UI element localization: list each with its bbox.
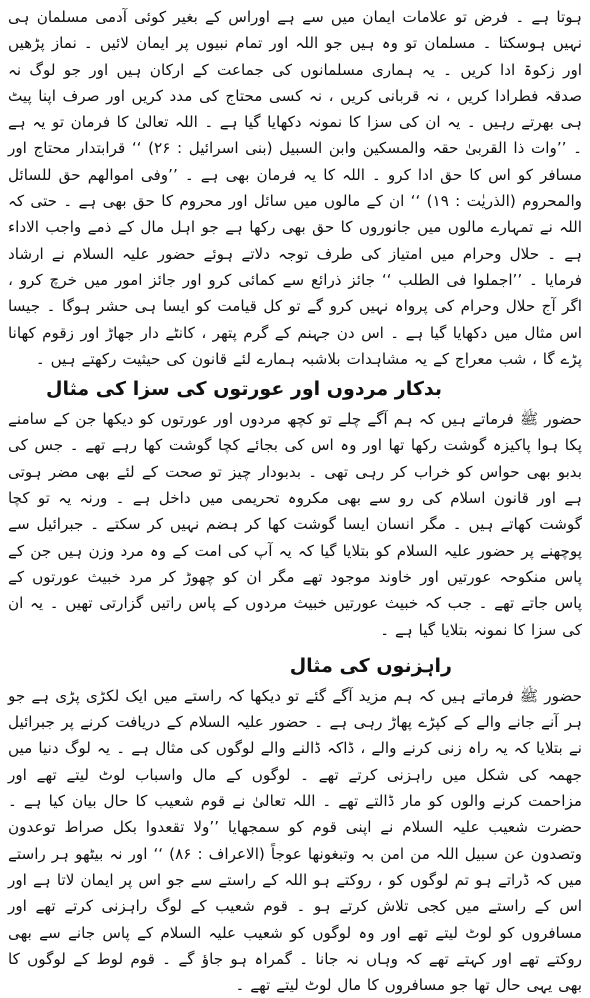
section-heading-adulterers: بدکار مردوں اور عورتوں کی سزا کی مثال xyxy=(46,378,442,401)
section-heading-robbers: راہزنوں کی مثال xyxy=(289,654,452,677)
paragraph-2: حضور ﷺ فرماتے ہیں کہ ہم آگے چلے تو کچھ مردوں اور عورتوں کو دیکھا جن کے سامنے پکا ہوا پاکیزہ گوشت رکھا تھا اور وہ اس کی بجائے کچا گوشت کھا رہے تھے ۔ جس کی بدبو بھی حواس کو خراب کر رہی تھی ۔ بدبودار چیز تو صحت کے لئے بھی مضر ہوتی ہے اور قانون اسلام کی رو سے بھی مکروہ تحریمی میں داخل ہے ۔ ورنہ یہ تو کچا گوشت کھاتے ہیں ۔ مگر انسان ایسا گوشت کھا کر ہضم نہیں کر سکتے ۔ جبرائیل سے پوچھنے پر حضور علیہ السلام کو بتلایا گیا کہ یہ آپ کی امت کے وہ مرد وزن ہیں جن کے پاس منکوحہ عورتیں اور خاوند موجود تھے مگر ان کو چھوڑ کر مرد خبیث عورتوں کے پاس جاتے تھے ۔ جب کہ خبیث عورتیں خبیث مردوں کے پاس راتیں گزارتی تھیں ۔ یہ ان کی سزا کا نمونہ بتلایا گیا ہے ۔ xyxy=(8,410,582,639)
document-page xyxy=(8,4,583,995)
paragraph-1: ہوتا ہے ۔ فرض تو علامات ایمان میں سے ہے اوراس کے بغیر کوئی آدمی مسلمان ہی نہیں ہوسکتا ۔ مسلمان تو وہ ہیں جو اللہ اور تمام نبیوں پر ایمان لائیں ۔ نماز پڑھیں اور زکوۃ ادا کریں ۔ یہ ہماری مسلمانوں کی جماعت کے ارکان ہیں اور جو لوگ نہ صدقہ فطرادا کریں ، نہ قربانی کریں ، نہ کسی محتاج کی مدد کریں اور صرف اپنا پیٹ ہی بھرتے رہیں ۔ یہ ان کی سزا کا نمونہ دکھایا گیا ہے ۔ اللہ تعالیٰ کا فرمان تو یہ ہے ۔ ’’وات ذا القربیٰ حقہ والمسکین وابن السبیل (بنی اسرائیل : ۲۶) ‘‘ قرابتدار محتاج اور مسافر کو اس کا حق ادا کرو ۔ اللہ کا یہ فرمان بھی ہے ۔ ’’وفی اموالھم حق للسائل والمحروم (الذریٰت : ۱۹) ‘‘ ان کے مالوں میں سائل اور محروم کا حق بھی ہے ۔ حتی کہ اللہ نے تمہارے مالوں میں جانوروں کا حق بھی رکھا ہے جو اہل مال کے ذمے واجب الاداء ہے ۔ حلال وحرام میں امتیاز کی طرف توجہ دلاتے ہوئے حضور علیہ السلام نے ارشاد فرمایا ۔ ’’اجملوا فی الطلب ‘‘ جائز ذرائع سے کمائی کرو اور جائز امور میں خرچ کرو ، اگر آج حلال وحرام کی پرواہ نہیں کرو گے تو کل قیامت کو ایسا ہی حشر ہوگا ۔ جیسا اس مثال میں دکھایا گیا ہے ۔ اس دن جہنم کے گرم پتھر ، کانٹے دار جھاڑ اور زقوم کھانا پڑے گا ، شب معراج کے یہ مشاہدات بلاشبہ ہمارے لئے قانون کی حیثیت رکھتے ہیں ۔ xyxy=(8,8,582,368)
paragraph-3: حضور ﷺ فرماتے ہیں کہ ہم مزید آگے گئے تو دیکھا کہ راستے میں ایک لکڑی پڑی ہے جو ہر آنے جانے والے کے کپڑے پھاڑ رہی ہے ۔ حضور علیہ السلام کے دریافت کرنے پر جبرائیل نے بتلایا کہ یہ راہ زنی کرنے والے ، ڈاکہ ڈالنے والے لوگوں کی مثال ہے ۔ یہ لوگ دنیا میں جھمہ کی شکل میں راہزنی کرتے تھے ۔ لوگوں کے مال واسباب لوٹ لیتے تھے اور مزاحمت کرنے والوں کو مار ڈالتے تھے ۔ اللہ تعالیٰ نے قوم شعیب کا حال بیان کیا ہے ۔ حضرت شعیب علیہ السلام نے اپنی قوم کو سمجھایا ’’ولا تقعدوا بکل صراط توعدون وتصدون عن سبیل اللہ من امن بہ وتبغونھا عوجاً (الاعراف : ۸۶) ‘‘ اور نہ بیٹھو ہر راستے میں کہ ڈراتے ہو تم لوگوں کو ، روکتے ہو اللہ کے راستے سے جو اس پر ایمان لاتا ہے اور اس کے راستے میں کجی تلاش کرتے ہو ۔ قوم شعیب کے لوگ راہزنی کرتے تھے اور مسافروں کو لوٹ لیتے تھے اور وہ لوگوں کو شعیب علیہ السلام کے پاس جانے سے بھی روکتے تھے اور کہتے تھے کہ وہاں نہ جانا ۔ گمراہ ہو جاؤ گے ۔ قوم لوط کے لوگوں کا بھی یہی حال تھا جو مسافروں کا مال لوٹ لیتے تھے ۔ xyxy=(8,686,583,995)
heading-2-container xyxy=(8,649,582,683)
heading-1-container xyxy=(8,372,582,406)
